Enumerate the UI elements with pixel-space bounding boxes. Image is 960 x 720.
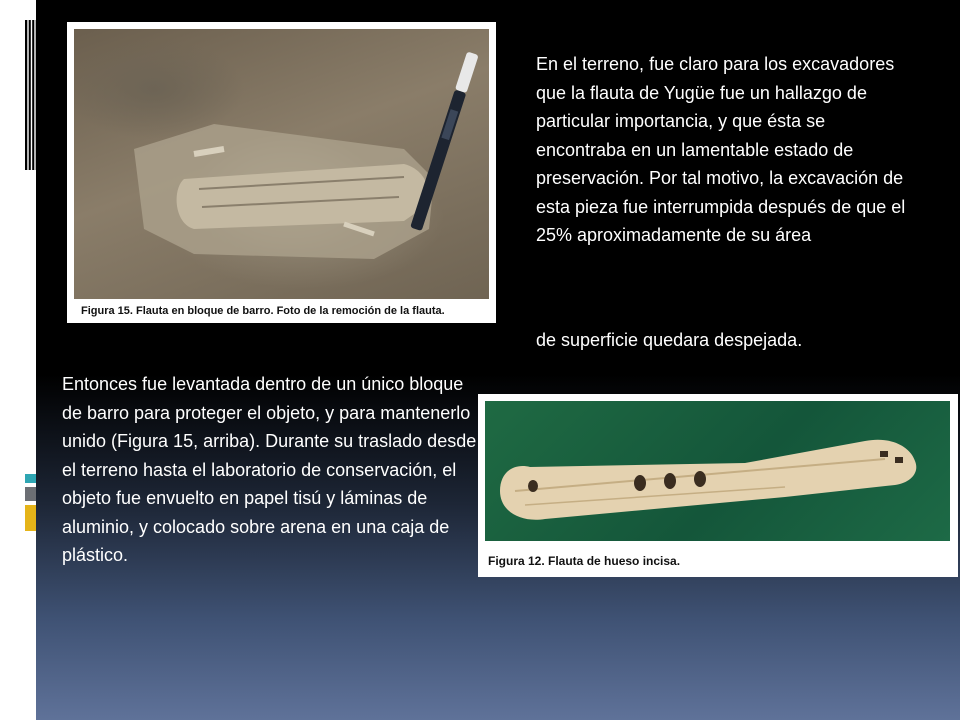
body-paragraph-left: Entonces fue levantada dentro de un único bloque de barro para proteger el objeto, y para mantenerlo unido (Figura 15, arriba). Durante su traslado desde el terreno hasta el laboratorio de conservación, el objeto fue envuelto en papel tisú y láminas de aluminio, y colocado sobre arena en una caja de plástico.: [62, 374, 477, 565]
decorative-lines: [25, 20, 37, 170]
accent-bar-teal: [25, 474, 36, 483]
accent-bar-yellow: [25, 505, 36, 531]
bone-flute-illustration: [485, 401, 950, 541]
figure-12-photo: [478, 394, 958, 577]
figure-15-caption: Figura 15. Flauta en bloque de barro. Foto de la remoción de la flauta.: [81, 305, 445, 317]
body-paragraph-top-continued: de superficie quedara despejada.: [536, 330, 803, 350]
bone-flute-image: [485, 401, 950, 541]
accent-bar-gray: [25, 487, 36, 501]
figure-15-photo: [67, 22, 496, 323]
mud-block-image: [74, 29, 489, 299]
figure-12-caption: Figura 12. Flauta de hueso incisa.: [488, 554, 681, 568]
flute-in-mud-illustration: [74, 29, 489, 299]
body-paragraph-top: En el terreno, fue claro para los excavadores que la flauta de Yugüe fue un hallazgo de particular importancia, y que ésta se encontraba en un lamentable estado de preservación. Por tal motivo, la excavación de esta pieza fue interrumpida después de que el 25% aproximadamente de su área: [536, 54, 906, 245]
